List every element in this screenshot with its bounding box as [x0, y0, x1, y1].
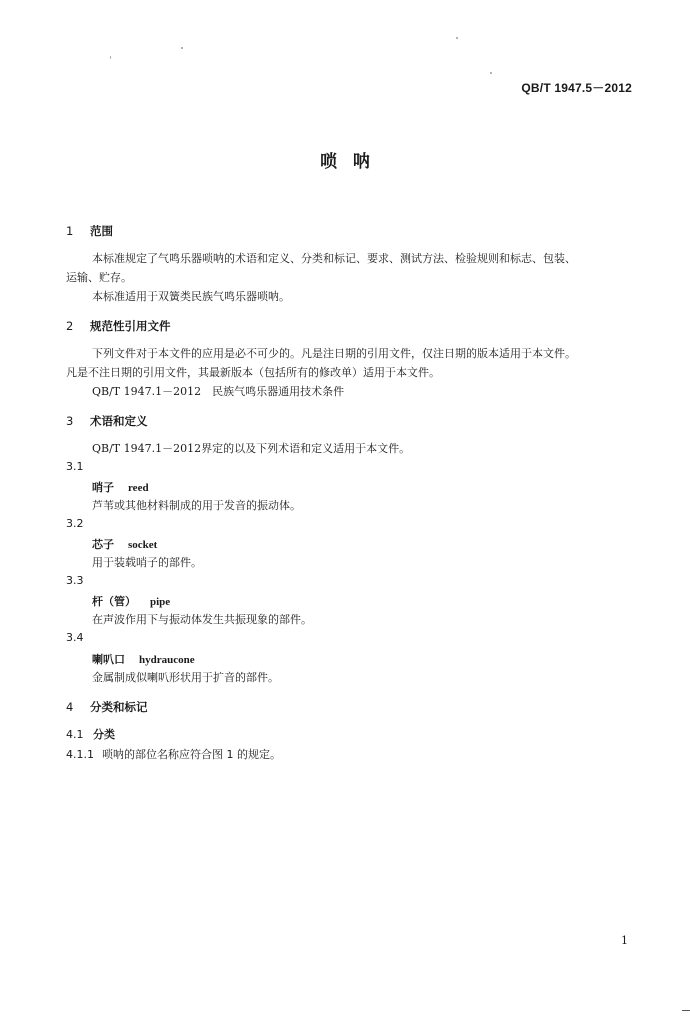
term-name — [92, 651, 195, 667]
term-zh: 杆（管） — [92, 595, 136, 608]
section-label: 分类和标记 — [90, 700, 148, 714]
term-zh: 哨子 — [92, 481, 114, 494]
term-en: socket — [128, 539, 158, 551]
section-4-heading — [66, 699, 148, 715]
section-label: 术语和定义 — [90, 414, 148, 428]
term-definition: 用于装载哨子的部件。 — [92, 556, 202, 569]
term-number: 3.3 — [66, 574, 84, 587]
scan-speck — [181, 47, 183, 49]
section-1-heading — [66, 223, 113, 239]
term-name — [92, 536, 157, 552]
section-2-reference: QB/T 1947.1－2012 民族气鸣乐器通用技术条件 — [92, 385, 345, 398]
term-number: 3.4 — [66, 631, 84, 644]
section-3-intro: QB/T 1947.1－2012界定的以及下列术语和定义适用于本文件。 — [92, 442, 411, 455]
subsection-4-1-heading — [66, 726, 115, 742]
term-en: hydraucone — [139, 654, 195, 666]
section-1-para1-line2: 运输、贮存。 — [66, 271, 132, 284]
term-zh: 芯子 — [92, 538, 114, 551]
term-number: 3.2 — [66, 517, 84, 530]
term-name — [92, 479, 149, 495]
page-title: 唢呐 — [320, 152, 386, 172]
scan-speck — [490, 72, 492, 74]
section-label: 范围 — [90, 224, 113, 238]
scan-speck — [456, 37, 458, 39]
term-zh: 喇叭口 — [92, 653, 125, 666]
scan-edge-mark — [682, 1010, 690, 1011]
term-number: 3.1 — [66, 460, 84, 473]
subsection-label: 分类 — [93, 728, 115, 741]
section-2-para1-line2: 凡是不注日期的引用文件，其最新版本（包括所有的修改单）适用于本文件。 — [66, 366, 440, 379]
subsection-number: 4.1 — [66, 728, 84, 741]
page-number: 1 — [621, 934, 628, 947]
section-3-heading — [66, 413, 148, 429]
clause-4-1-1 — [66, 746, 281, 762]
section-2-heading — [66, 318, 171, 334]
term-definition: 金属制成似喇叭形状用于扩音的部件。 — [92, 671, 279, 684]
scan-speck — [110, 56, 111, 59]
section-number: 3 — [66, 414, 74, 428]
term-definition: 芦苇或其他材料制成的用于发音的振动体。 — [92, 499, 301, 512]
section-2-para1-line1: 下列文件对于本文件的应用是必不可少的。凡是注日期的引用文件，仅注日期的版本适用于本文件。 — [92, 347, 576, 360]
term-en: reed — [128, 482, 149, 494]
section-number: 4 — [66, 700, 74, 714]
term-name — [92, 593, 170, 609]
term-definition: 在声波作用下与振动体发生共振现象的部件。 — [92, 613, 312, 626]
term-en: pipe — [150, 596, 171, 608]
section-1-para1-line1: 本标准规定了气鸣乐器唢呐的术语和定义、分类和标记、要求、测试方法、检验规则和标志、包装、 — [92, 252, 576, 265]
clause-number: 4.1.1 — [66, 748, 94, 761]
section-label: 规范性引用文件 — [90, 319, 171, 333]
section-number: 2 — [66, 319, 74, 333]
clause-text: 唢呐的部位名称应符合图 1 的规定。 — [102, 748, 281, 761]
section-number: 1 — [66, 224, 74, 238]
section-1-para2: 本标准适用于双簧类民族气鸣乐器唢呐。 — [92, 290, 290, 303]
standard-number: QB/T 1947.5－2012 — [521, 81, 632, 95]
